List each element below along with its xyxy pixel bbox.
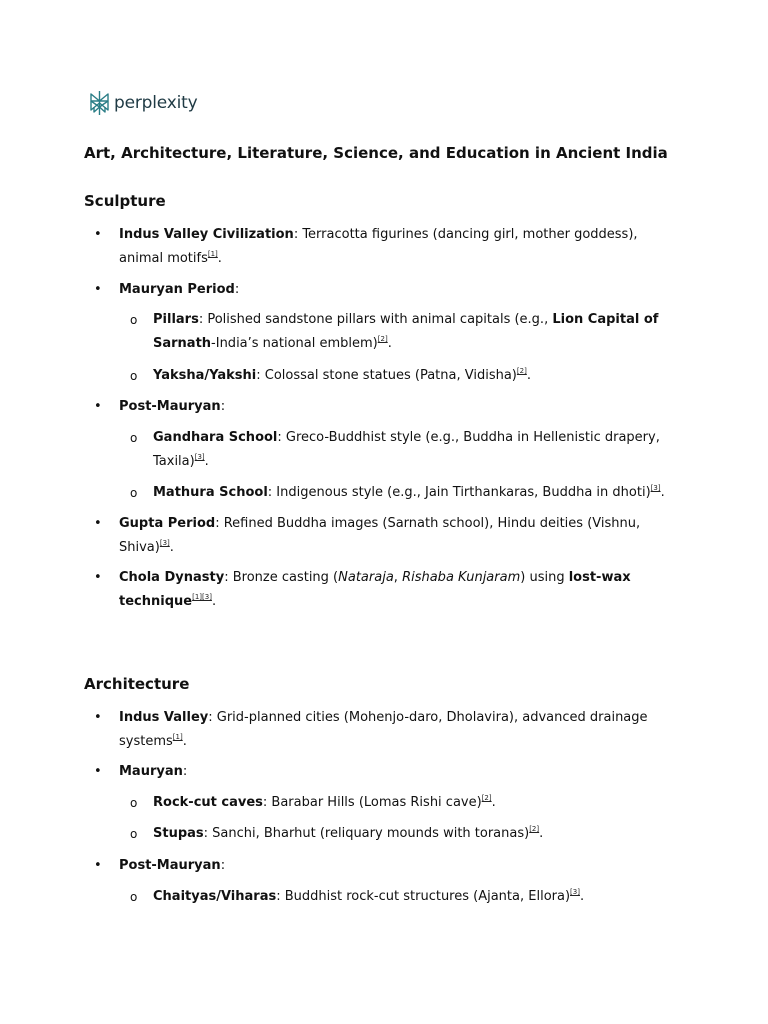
bullet: • — [94, 516, 102, 531]
citation-link[interactable]: [1] — [172, 733, 183, 741]
sub-list-item: o Pillars: Polished sandstone pillars with animal capitals (e.g., Lion Capital of Sarnath-India’s national emblem)[2]. — [153, 308, 679, 356]
sub-list-item: o Chaityas/Viharas: Buddhist rock-cut structures (Ajanta, Ellora)[3]. — [153, 885, 679, 909]
sub-bullet: o — [130, 486, 138, 500]
citation-link[interactable]: [2] — [481, 794, 492, 802]
perplexity-logo[interactable] — [89, 90, 197, 116]
bullet: • — [94, 227, 102, 242]
bullet: • — [94, 399, 102, 414]
document-title: Art, Architecture, Literature, Science, and Education in Ancient India — [84, 144, 668, 162]
sub-bullet: o — [130, 431, 138, 445]
citation-link[interactable]: [3] — [650, 484, 661, 492]
citation-link[interactable]: [2] — [516, 367, 527, 375]
list-item: • Chola Dynasty: Bronze casting (Nataraja, Rishaba Kunjaram) using lost-wax technique[1][3]. — [119, 566, 679, 614]
section-heading-architecture: Architecture — [84, 675, 190, 693]
sub-bullet: o — [130, 313, 138, 327]
list-item: • Post-Mauryan: — [119, 854, 679, 878]
sub-bullet: o — [130, 890, 138, 904]
citation-link[interactable]: [2] — [377, 335, 388, 343]
list-item: • Gupta Period: Refined Buddha images (Sarnath school), Hindu deities (Vishnu, Shiva)[3]. — [119, 512, 679, 560]
list-item: • Mauryan Period: — [119, 278, 679, 302]
section-heading-sculpture: Sculpture — [84, 192, 166, 210]
list-item: • Post-Mauryan: — [119, 395, 679, 419]
citation-link[interactable]: [2] — [529, 825, 540, 833]
bullet: • — [94, 570, 102, 585]
bullet: • — [94, 282, 102, 297]
sub-list-item: o Gandhara School: Greco-Buddhist style (e.g., Buddha in Hellenistic drapery, Taxila)[3]. — [153, 426, 679, 474]
sub-list-item: o Mathura School: Indigenous style (e.g., Jain Tirthankaras, Buddha in dhoti)[3]. — [153, 481, 679, 505]
list-item: • Mauryan: — [119, 760, 679, 784]
list-item: • Indus Valley Civilization: Terracotta figurines (dancing girl, mother goddess), animal motifs[1]. — [119, 223, 679, 271]
bullet: • — [94, 764, 102, 779]
logo-text: perplexity — [114, 93, 198, 113]
perplexity-logo-icon — [89, 90, 110, 116]
citation-link[interactable]: [1] — [207, 250, 218, 258]
sub-list-item: o Yaksha/Yakshi: Colossal stone statues (Patna, Vidisha)[2]. — [153, 364, 679, 388]
bullet: • — [94, 858, 102, 873]
citation-link[interactable]: [3] — [194, 453, 205, 461]
bullet: • — [94, 710, 102, 725]
sub-bullet: o — [130, 369, 138, 383]
sub-list-item: o Stupas: Sanchi, Bharhut (reliquary mounds with toranas)[2]. — [153, 822, 679, 846]
sub-bullet: o — [130, 827, 138, 841]
list-item: • Indus Valley: Grid-planned cities (Mohenjo-daro, Dholavira), advanced drainage systems[1]. — [119, 706, 679, 754]
sub-list-item: o Rock-cut caves: Barabar Hills (Lomas Rishi cave)[2]. — [153, 791, 679, 815]
citation-link[interactable]: [3] — [570, 888, 580, 896]
citation-link[interactable]: [3] — [159, 539, 170, 547]
sub-bullet: o — [130, 796, 138, 810]
citation-link[interactable]: [1][3] — [192, 593, 212, 601]
